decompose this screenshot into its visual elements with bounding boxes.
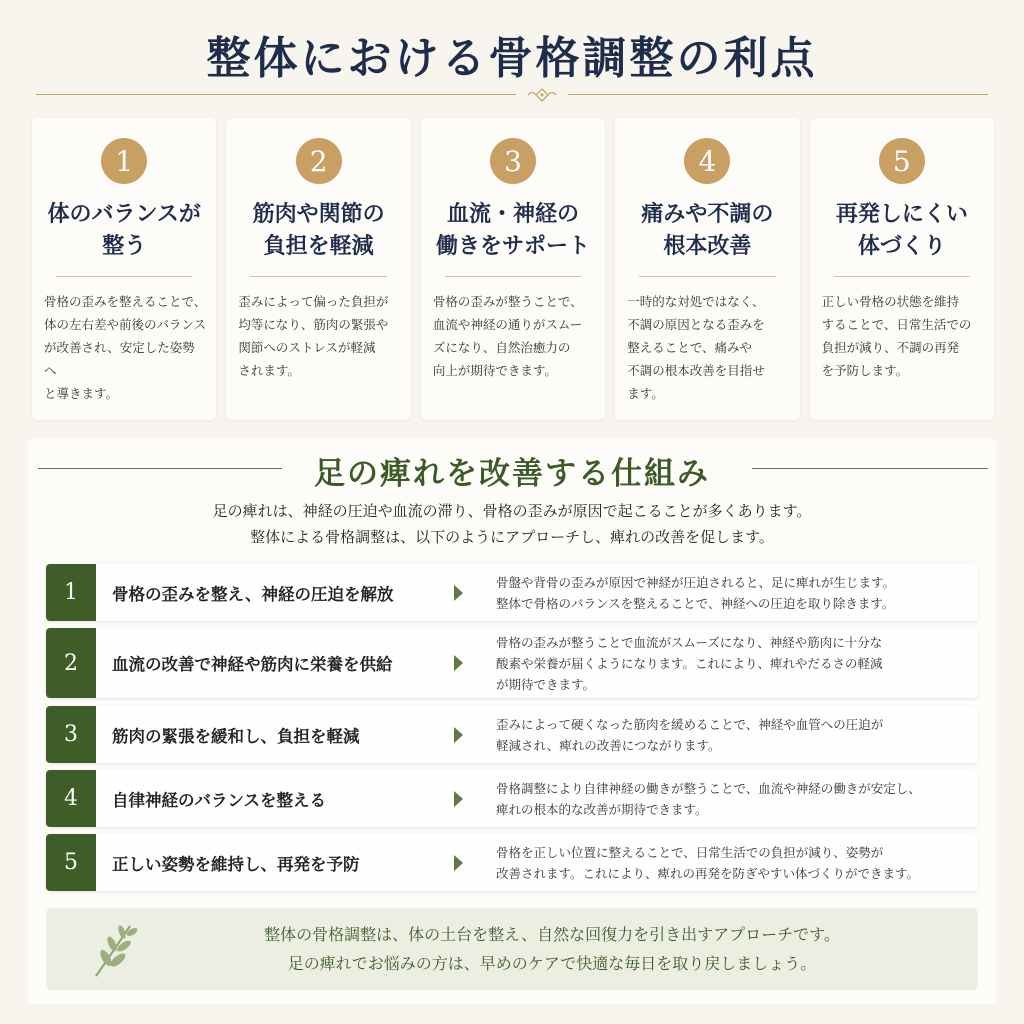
step-number: 2 xyxy=(46,628,96,698)
step-label: 血流の改善で神経や筋肉に栄養を供給 xyxy=(112,655,393,674)
benefit-description: 骨格の歪みが整うことで、 血流や神経の通りがスムー ズになり、自然治癒力の 向上が期待できます。 xyxy=(432,294,583,378)
benefit-card xyxy=(810,118,994,420)
number-badge: 2 xyxy=(296,138,342,184)
header-divider xyxy=(36,92,988,98)
arrow-right-icon xyxy=(454,585,463,601)
number-badge: 5 xyxy=(879,138,925,184)
intro-text-line2: 整体による骨格調整は、以下のようにアプローチし、痺れの改善を促します。 xyxy=(250,528,774,546)
step-description: 歪みによって硬くなった筋肉を緩めることで、神経や血管への圧迫が 軽減され、痺れの改善につながります。 xyxy=(496,716,884,753)
summary-text: 整体の骨格調整は、体の土台を整え、自然な回復力を引き出すアプローチです。 足の痺れでお悩みの方は、早めのケアで快適な毎日を取り戻しましょう。 xyxy=(264,925,840,973)
step-label: 骨格の歪みを整え、神経の圧迫を解放 xyxy=(112,584,394,604)
card-divider xyxy=(250,276,386,277)
benefit-card xyxy=(226,118,410,420)
page-title: 整体における骨格調整の利点 xyxy=(206,33,818,84)
benefit-title: 血流・神経の 働きをサポート xyxy=(436,201,591,259)
benefit-card xyxy=(32,118,216,420)
gold-ornament-icon xyxy=(526,88,558,102)
benefit-title: 体のバランスが 整う xyxy=(47,201,201,259)
step-label: 正しい姿勢を維持し、再発を予防 xyxy=(112,854,360,874)
step-description: 骨格調整により自律神経の働きが整うことで、血流や神経の働きが安定し、 痺れの根本的な改善が期待できます。 xyxy=(496,780,921,817)
section-divider-right xyxy=(752,468,988,469)
benefit-description: 一時的な対処ではなく、 不調の原因となる歪みを 整えることで、痛みや 不調の根本改善を目指せ ます。 xyxy=(627,294,765,401)
benefit-cards xyxy=(32,118,994,420)
arrow-right-icon xyxy=(454,855,463,871)
benefit-description: 骨格の歪みを整えることで、 体の左右差や前後のバランス が改善され、安定した姿勢へ と導きます。 xyxy=(44,294,207,401)
arrow-right-icon xyxy=(454,727,463,743)
card-divider xyxy=(639,276,775,277)
benefit-card xyxy=(615,118,799,420)
card-divider xyxy=(834,276,970,277)
intro-text-line1: 足の痺れは、神経の圧迫や血流の滞り、骨格の歪みが原因で起こることが多くあります。 xyxy=(212,502,812,520)
mechanism-step xyxy=(46,628,978,698)
step-number: 5 xyxy=(46,834,96,891)
step-description: 骨盤や背骨の歪みが原因で神経が圧迫されると、足に痺れが生じます。 整体で骨格のバランスを整えることで、神経への圧迫を取り除きます。 xyxy=(496,574,896,611)
benefit-title: 痛みや不調の 根本改善 xyxy=(641,201,774,259)
benefit-description: 歪みによって偏った負担が 均等になり、筋肉の緊張や 関節へのストレスが軽減 されます。 xyxy=(238,294,389,378)
step-description: 骨格を正しい位置に整えることで、日常生活での負担が減り、姿勢が 改善されます。これにより、痺れの再発を防ぎやすい体づくりができます。 xyxy=(496,844,920,881)
arrow-right-icon xyxy=(454,791,463,807)
mechanism-step xyxy=(46,564,978,621)
step-number: 3 xyxy=(46,706,96,763)
step-label: 自律神経のバランスを整える xyxy=(112,790,327,810)
benefit-card xyxy=(421,118,605,420)
mechanism-step xyxy=(46,834,978,891)
number-badge: 4 xyxy=(684,138,730,184)
step-description: 骨格の歪みが整うことで血流がスムーズになり、神経や筋肉に十分な 酸素や栄養が届くようになります。これにより、痺れやだるさの軽減 が期待できます。 xyxy=(496,634,883,692)
mechanism-step xyxy=(46,706,978,763)
step-label: 筋肉の緊張を緩和し、負担を軽減 xyxy=(112,726,360,746)
arrow-right-icon xyxy=(454,655,463,671)
benefit-title: 筋肉や関節の 負担を軽減 xyxy=(252,201,385,259)
number-badge: 3 xyxy=(490,138,536,184)
benefit-description: 正しい骨格の状態を維持 することで、日常生活での 負担が減り、不調の再発 を予防します。 xyxy=(821,294,972,378)
card-divider xyxy=(445,276,581,277)
step-number: 4 xyxy=(46,770,96,827)
olive-branch-icon xyxy=(90,920,142,980)
card-divider xyxy=(56,276,192,277)
benefit-title: 再発しにくい 体づくり xyxy=(835,201,968,259)
section-title: 足の痺れを改善する仕組み xyxy=(314,456,710,492)
summary-box xyxy=(46,908,978,990)
number-badge: 1 xyxy=(101,138,147,184)
mechanism-step xyxy=(46,770,978,827)
step-number: 1 xyxy=(46,564,96,621)
